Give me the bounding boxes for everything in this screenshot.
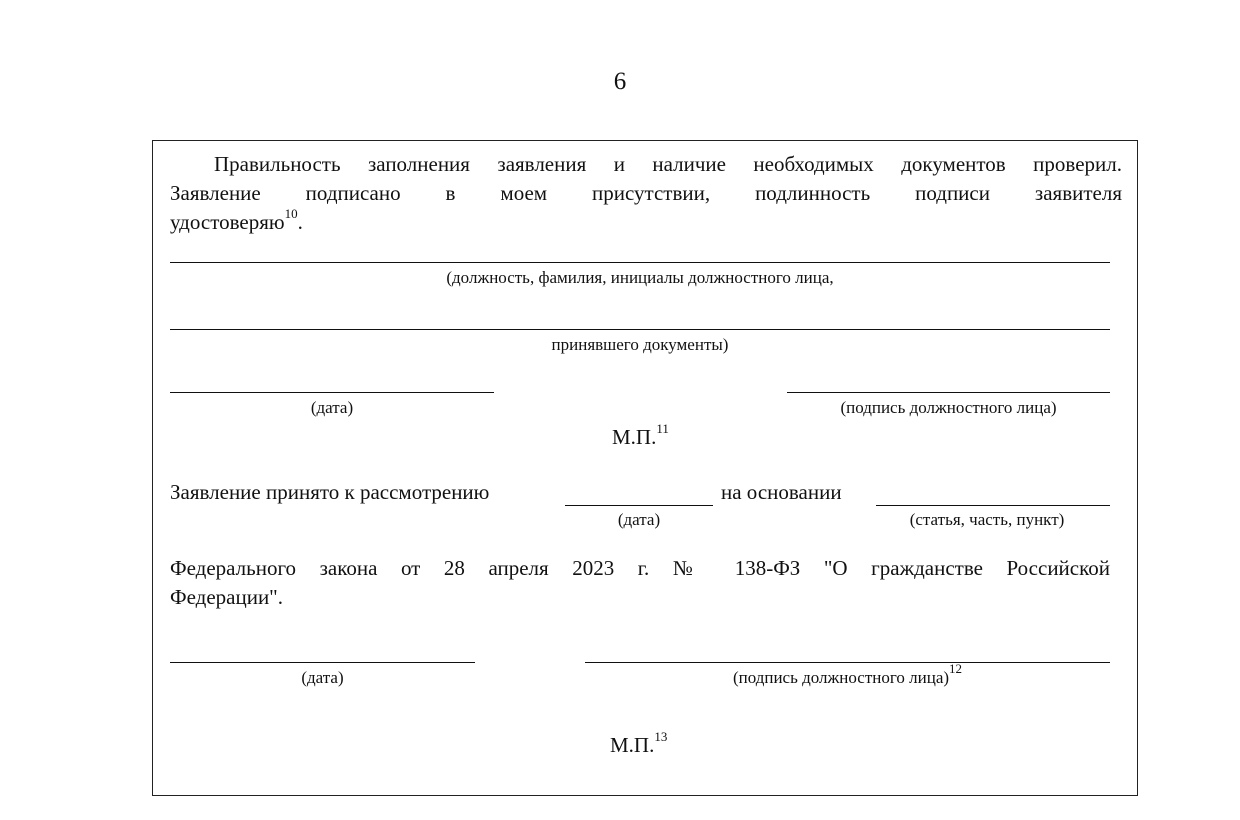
official-name-line-2[interactable] [170, 329, 1110, 330]
date-caption: (дата) [310, 398, 354, 417]
law-line-1: Федерального закона от 28 апреля 2023 г. № 138-ФЗ "О гражданстве Российской [170, 556, 1110, 580]
footnote-ref: 12 [949, 661, 963, 677]
date-line[interactable] [170, 392, 494, 393]
final-date-line[interactable] [170, 662, 475, 663]
page-number: 6 [613, 68, 627, 95]
basis-text: на основании [721, 480, 842, 504]
final-stamp-label: М.П.$^{13}$ [610, 729, 668, 757]
certification-line-3: удостоверяю$^{10}$. [170, 206, 303, 234]
certification-paragraph [170, 150, 1122, 237]
final-signature-caption: (подпись должностного лица)$^{12}$ [732, 661, 963, 687]
final-signature-line[interactable] [585, 662, 1110, 663]
certification-line-1: Правильность заполнения заявления и наличие необходимых документов проверил. [214, 152, 1122, 176]
footnote-ref: 13 [654, 729, 668, 744]
certification-line-2: Заявление подписано в моем присутствии, подлинность подписи заявителя [170, 181, 1122, 205]
acceptance-date-caption: (дата) [617, 510, 661, 529]
law-line-2: Федерации". [170, 585, 283, 609]
final-date-caption: (дата) [301, 668, 344, 687]
signature-line[interactable] [787, 392, 1110, 393]
signature-caption: (подпись должностного лица) [840, 398, 1057, 417]
footnote-ref: 10 [284, 206, 298, 221]
article-caption: (статья, часть, пункт) [909, 510, 1065, 529]
stamp-label: М.П.$^{11}$ [612, 421, 669, 449]
article-line[interactable] [876, 505, 1110, 506]
accepted-text: Заявление принято к рассмотрению [170, 480, 490, 504]
official-name-line[interactable] [170, 262, 1110, 263]
official-name-caption: (должность, фамилия, инициалы должностного лица, [446, 268, 834, 287]
law-paragraph [170, 554, 1110, 612]
footnote-ref: 11 [656, 421, 669, 436]
official-name-caption-2: принявшего документы) [551, 335, 729, 354]
form-box [152, 140, 1138, 796]
acceptance-date-line[interactable] [565, 505, 713, 506]
